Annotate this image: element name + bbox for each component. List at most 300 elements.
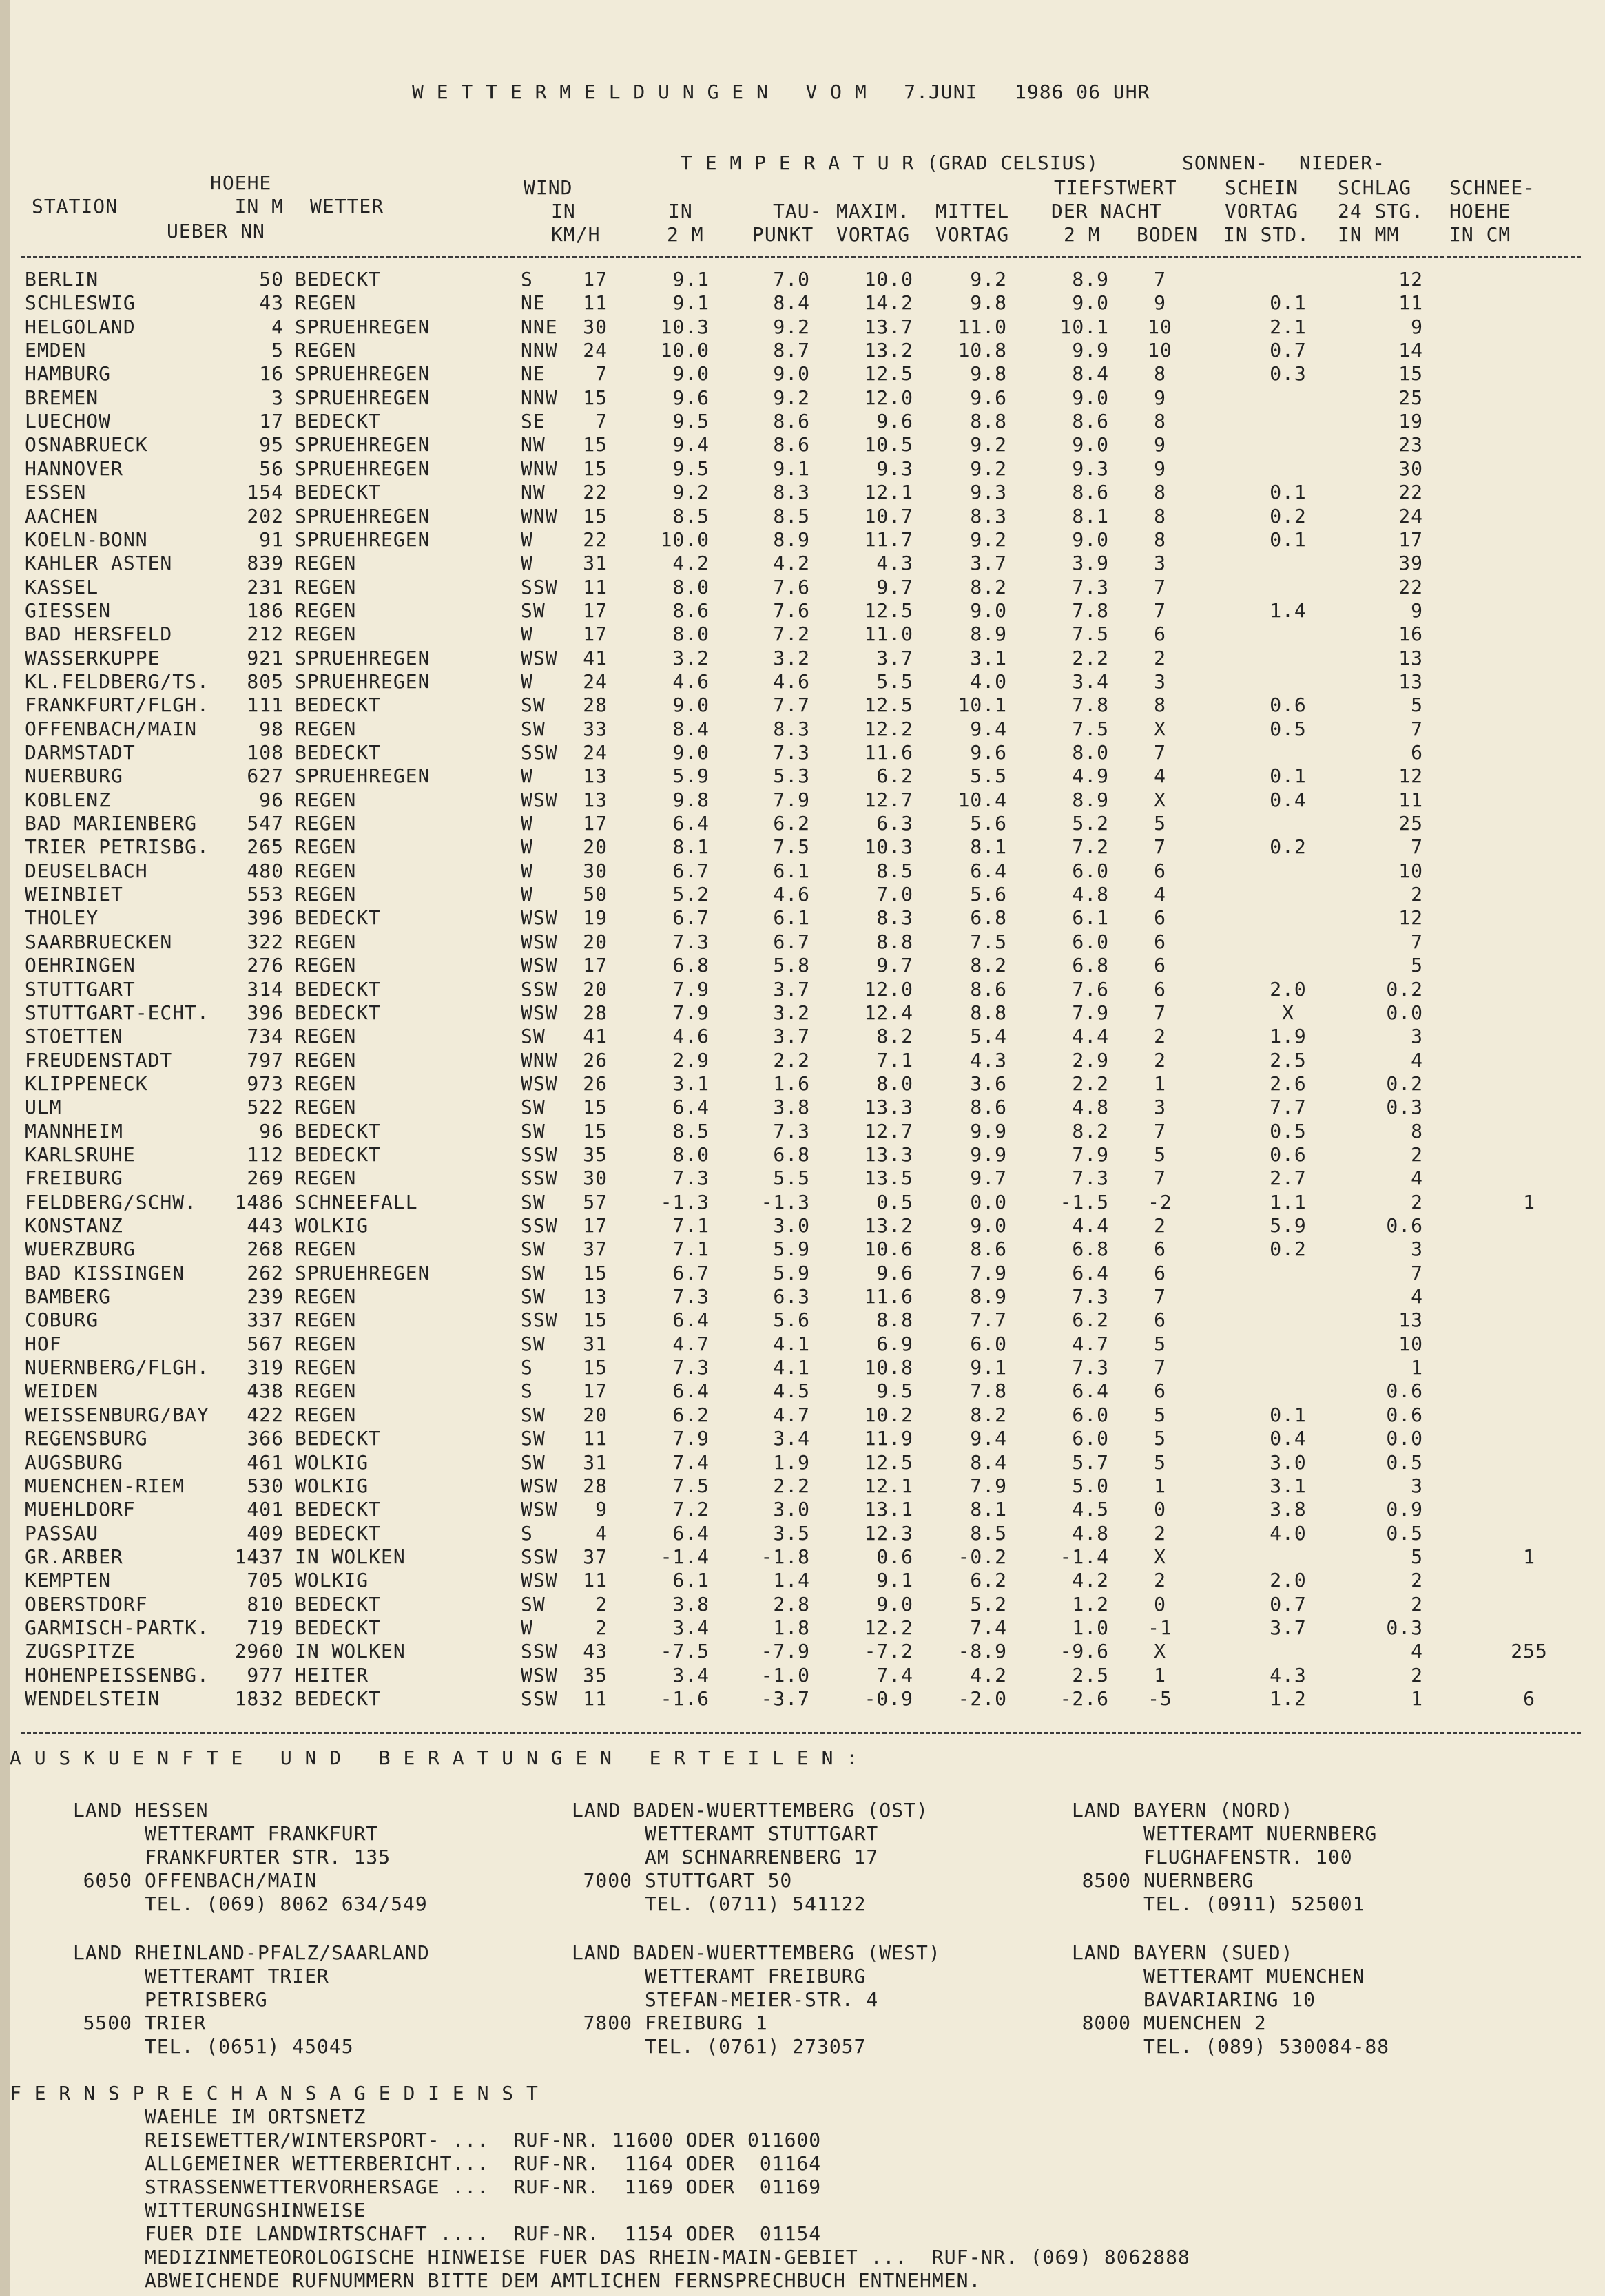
min-night-2m: 10.1 xyxy=(1059,315,1109,338)
dew-point: 6.8 xyxy=(773,1142,810,1166)
min-night-boden: 1 xyxy=(1154,1072,1166,1095)
wind-direction: NE xyxy=(521,362,546,386)
min-night-boden: 7 xyxy=(1154,741,1166,764)
temp-2m: -1.4 xyxy=(660,1545,710,1568)
wind-speed: 15 xyxy=(583,1119,608,1142)
station-name: MUENCHEN-RIEM xyxy=(25,1474,185,1497)
mittel-vortag: 8.2 xyxy=(970,954,1007,977)
mittel-vortag: 8.9 xyxy=(970,623,1007,646)
min-night-boden: 7 xyxy=(1154,268,1166,291)
min-night-boden: X xyxy=(1154,788,1166,811)
max-vortag: 13.1 xyxy=(864,1498,913,1521)
wind-direction: NE xyxy=(521,291,546,315)
precipitation: 23 xyxy=(1398,433,1423,457)
header-niederschlag: SCHLAG xyxy=(1338,176,1412,199)
wind-speed: 15 xyxy=(583,386,608,409)
temp-2m: 5.9 xyxy=(672,764,710,788)
min-night-2m: 4.8 xyxy=(1072,1521,1109,1545)
precipitation: 10 xyxy=(1398,1332,1423,1355)
station-name: TRIER PETRISBG. xyxy=(25,835,209,859)
sunshine: 0.4 xyxy=(1270,1427,1307,1450)
station-wetter: BEDECKT xyxy=(295,1142,382,1166)
temp-2m: 6.7 xyxy=(672,859,710,882)
wind-speed: 30 xyxy=(583,1167,608,1190)
mittel-vortag: 10.4 xyxy=(957,788,1007,811)
temp-2m: 9.8 xyxy=(672,788,710,811)
wind-direction: SSW xyxy=(521,1308,558,1332)
min-night-2m: 8.6 xyxy=(1072,410,1109,433)
dew-point: 5.5 xyxy=(773,1167,810,1190)
min-night-boden: 2 xyxy=(1154,1025,1166,1048)
wind-speed: 15 xyxy=(583,1096,608,1119)
sunshine: 0.4 xyxy=(1270,788,1307,811)
temp-2m: 3.1 xyxy=(672,1072,710,1095)
station-name: HAMBURG xyxy=(25,362,112,386)
station-wetter: REGEN xyxy=(295,552,357,575)
temp-2m: 8.5 xyxy=(672,504,710,528)
wind-speed: 15 xyxy=(583,1261,608,1284)
station-wetter: REGEN xyxy=(295,883,357,906)
min-night-boden: 3 xyxy=(1154,669,1166,693)
wind-direction: WSW xyxy=(521,1474,558,1497)
header-wind: WIND xyxy=(524,176,573,199)
wind-direction: S xyxy=(521,1521,533,1545)
wind-direction: W xyxy=(521,764,533,788)
wind-speed: 17 xyxy=(583,1214,608,1237)
station-wetter: BEDECKT xyxy=(295,1521,382,1545)
precipitation: 17 xyxy=(1398,528,1423,551)
phone-service-line: WITTERUNGSHINWEISE xyxy=(145,2199,366,2222)
mittel-vortag: 7.7 xyxy=(970,1308,1007,1332)
wind-speed: 9 xyxy=(595,1498,608,1521)
table-row xyxy=(0,1333,1605,1357)
max-vortag: 8.0 xyxy=(876,1072,913,1095)
mittel-vortag: -8.9 xyxy=(957,1640,1007,1663)
sunshine: 0.2 xyxy=(1270,835,1307,859)
sunshine: 0.1 xyxy=(1270,1403,1307,1426)
office-city: STUTTGART 50 xyxy=(645,1869,793,1892)
mittel-vortag: 11.0 xyxy=(957,315,1007,338)
table-row xyxy=(0,1664,1605,1688)
office-street: FRANKFURTER STR. 135 xyxy=(145,1846,391,1868)
max-vortag: 11.9 xyxy=(864,1427,913,1450)
station-hoehe: 98 xyxy=(259,717,284,740)
office-name: WETTERAMT FRANKFURT xyxy=(145,1822,379,1845)
mittel-vortag: 7.8 xyxy=(970,1379,1007,1403)
sunshine: 0.3 xyxy=(1270,362,1307,386)
mittel-vortag: 6.2 xyxy=(970,1569,1007,1592)
min-night-2m: 8.4 xyxy=(1072,362,1109,386)
header-sonnenschein: IN STD. xyxy=(1223,223,1310,246)
wind-speed: 22 xyxy=(583,481,608,504)
mittel-vortag: 8.6 xyxy=(970,977,1007,1001)
min-night-boden: 6 xyxy=(1154,1238,1166,1261)
max-vortag: 7.0 xyxy=(876,883,913,906)
min-night-2m: 9.0 xyxy=(1072,528,1109,551)
mittel-vortag: 5.4 xyxy=(970,1025,1007,1048)
table-row xyxy=(0,1050,1605,1073)
max-vortag: 12.2 xyxy=(864,717,913,740)
station-name: COBURG xyxy=(25,1308,99,1332)
station-name: BERLIN xyxy=(25,268,99,291)
dew-point: 2.2 xyxy=(773,1048,810,1072)
min-night-boden: 0 xyxy=(1154,1498,1166,1521)
temp-2m: 6.1 xyxy=(672,1569,710,1592)
mittel-vortag: 9.7 xyxy=(970,1167,1007,1190)
min-night-boden: 5 xyxy=(1154,1403,1166,1426)
office-phone: TEL. (069) 8062 634/549 xyxy=(145,1892,428,1915)
station-name: STOETTEN xyxy=(25,1025,123,1048)
station-wetter: BEDECKT xyxy=(295,1119,382,1142)
min-night-2m: 4.8 xyxy=(1072,1096,1109,1119)
precipitation: 9 xyxy=(1411,598,1423,622)
station-wetter: BEDECKT xyxy=(295,1592,382,1616)
station-wetter: BEDECKT xyxy=(295,1001,382,1024)
max-vortag: 12.7 xyxy=(864,1119,913,1142)
station-name: MANNHEIM xyxy=(25,1119,123,1142)
dew-point: 7.9 xyxy=(773,788,810,811)
mittel-vortag: 7.5 xyxy=(970,930,1007,953)
temp-2m: 8.4 xyxy=(672,717,710,740)
mittel-vortag: 9.2 xyxy=(970,528,1007,551)
station-hoehe: 43 xyxy=(259,291,284,315)
station-hoehe: 567 xyxy=(247,1332,284,1355)
min-night-2m: 8.9 xyxy=(1072,268,1109,291)
min-night-2m: 8.9 xyxy=(1072,788,1109,811)
station-wetter: REGEN xyxy=(295,1048,357,1072)
dew-point: 5.8 xyxy=(773,954,810,977)
wind-speed: 24 xyxy=(583,741,608,764)
min-night-2m: 4.4 xyxy=(1072,1025,1109,1048)
station-wetter: REGEN xyxy=(295,1167,357,1190)
snow-height: 6 xyxy=(1523,1687,1535,1710)
precipitation: 0.0 xyxy=(1386,1427,1423,1450)
precipitation: 11 xyxy=(1398,788,1423,811)
precipitation: 2 xyxy=(1411,1663,1423,1687)
wind-speed: 15 xyxy=(583,457,608,480)
dew-point: 8.6 xyxy=(773,410,810,433)
min-night-boden: 6 xyxy=(1154,1379,1166,1403)
station-wetter: BEDECKT xyxy=(295,268,382,291)
station-name: FRANKFURT/FLGH. xyxy=(25,693,209,717)
temp-2m: 9.6 xyxy=(672,386,710,409)
sunshine: 0.7 xyxy=(1270,1592,1307,1616)
temp-2m: 8.0 xyxy=(672,623,710,646)
wind-direction: WSW xyxy=(521,646,558,669)
wind-speed: 28 xyxy=(583,1474,608,1497)
max-vortag: 12.5 xyxy=(864,693,913,717)
wind-direction: SW xyxy=(521,598,546,622)
station-hoehe: 16 xyxy=(259,362,284,386)
min-night-boden: 1 xyxy=(1154,1474,1166,1497)
min-night-boden: 5 xyxy=(1154,1332,1166,1355)
station-wetter: REGEN xyxy=(295,788,357,811)
dew-point: 6.2 xyxy=(773,812,810,835)
wind-direction: WSW xyxy=(521,1072,558,1095)
office-name: WETTERAMT FREIBURG xyxy=(645,1965,867,1987)
sunshine: 0.2 xyxy=(1270,1238,1307,1261)
wind-speed: 11 xyxy=(583,291,608,315)
station-name: MUEHLDORF xyxy=(25,1498,136,1521)
temp-2m: 6.4 xyxy=(672,1096,710,1119)
sunshine: 1.1 xyxy=(1270,1190,1307,1213)
max-vortag: 4.3 xyxy=(876,552,913,575)
station-wetter: SPRUEHREGEN xyxy=(295,504,431,528)
min-night-boden: 3 xyxy=(1154,1096,1166,1119)
station-name: BAD HERSFELD xyxy=(25,623,173,646)
precipitation: 2 xyxy=(1411,1190,1423,1213)
min-night-2m: 6.0 xyxy=(1072,930,1109,953)
table-row xyxy=(0,1357,1605,1380)
station-name: GR.ARBER xyxy=(25,1545,123,1568)
mittel-vortag: 6.0 xyxy=(970,1332,1007,1355)
office-city: OFFENBACH/MAIN xyxy=(145,1869,318,1892)
dew-point: 8.5 xyxy=(773,504,810,528)
sunshine: 3.0 xyxy=(1270,1450,1307,1474)
min-night-2m: 3.9 xyxy=(1072,552,1109,575)
wind-direction: WSW xyxy=(521,1569,558,1592)
wind-direction: WNW xyxy=(521,457,558,480)
min-night-2m: 2.2 xyxy=(1072,646,1109,669)
office-city: NUERNBERG xyxy=(1143,1869,1254,1892)
wind-speed: 4 xyxy=(595,1521,608,1545)
table-row xyxy=(0,789,1605,813)
station-name: AACHEN xyxy=(25,504,99,528)
min-night-boden: 6 xyxy=(1154,906,1166,930)
wind-speed: 41 xyxy=(583,646,608,669)
temp-2m: 4.6 xyxy=(672,1025,710,1048)
precipitation: 0.6 xyxy=(1386,1379,1423,1403)
wind-direction: NW xyxy=(521,481,546,504)
station-name: HANNOVER xyxy=(25,457,123,480)
max-vortag: 11.6 xyxy=(864,1285,913,1308)
wind-direction: SE xyxy=(521,410,546,433)
mittel-vortag: 9.2 xyxy=(970,268,1007,291)
min-night-2m: 6.1 xyxy=(1072,906,1109,930)
temp-2m: 4.7 xyxy=(672,1332,710,1355)
temp-2m: -1.3 xyxy=(660,1190,710,1213)
header-mittel: MITTEL xyxy=(935,200,1010,222)
station-hoehe: 112 xyxy=(247,1142,284,1166)
station-hoehe: 396 xyxy=(247,1001,284,1024)
min-night-2m: 7.9 xyxy=(1072,1001,1109,1024)
table-row xyxy=(0,860,1605,884)
mittel-vortag: 9.0 xyxy=(970,598,1007,622)
table-row xyxy=(0,552,1605,576)
station-wetter: BEDECKT xyxy=(295,693,382,717)
table-row xyxy=(0,907,1605,930)
station-wetter: REGEN xyxy=(295,1025,357,1048)
wind-speed: 50 xyxy=(583,883,608,906)
wind-direction: SW xyxy=(521,1403,546,1426)
precipitation: 1 xyxy=(1411,1356,1423,1379)
station-wetter: REGEN xyxy=(295,1332,357,1355)
dew-point: 3.0 xyxy=(773,1498,810,1521)
table-row xyxy=(0,718,1605,742)
precipitation: 3 xyxy=(1411,1474,1423,1497)
max-vortag: 0.6 xyxy=(876,1545,913,1568)
precipitation: 4 xyxy=(1411,1640,1423,1663)
precipitation: 0.0 xyxy=(1386,1001,1423,1024)
wind-speed: 31 xyxy=(583,552,608,575)
wind-direction: W xyxy=(521,669,533,693)
divider xyxy=(21,256,1581,258)
station-wetter: REGEN xyxy=(295,1096,357,1119)
station-wetter: REGEN xyxy=(295,835,357,859)
min-night-2m: 8.1 xyxy=(1072,504,1109,528)
dew-point: 3.4 xyxy=(773,1427,810,1450)
min-night-2m: 1.2 xyxy=(1072,1592,1109,1616)
temp-2m: -7.5 xyxy=(660,1640,710,1663)
station-name: WEINBIET xyxy=(25,883,123,906)
mittel-vortag: 8.2 xyxy=(970,575,1007,598)
dew-point: 9.2 xyxy=(773,315,810,338)
temp-2m: 6.2 xyxy=(672,1403,710,1426)
max-vortag: 13.3 xyxy=(864,1142,913,1166)
header-sonnenschein: VORTAG xyxy=(1225,200,1299,222)
max-vortag: -7.2 xyxy=(864,1640,913,1663)
station-hoehe: 547 xyxy=(247,812,284,835)
temp-2m: 3.4 xyxy=(672,1616,710,1639)
precipitation: 7 xyxy=(1411,717,1423,740)
min-night-2m: 4.4 xyxy=(1072,1214,1109,1237)
mittel-vortag: -2.0 xyxy=(957,1687,1007,1710)
min-night-boden: 8 xyxy=(1154,693,1166,717)
station-name: ULM xyxy=(25,1096,62,1119)
station-hoehe: 401 xyxy=(247,1498,284,1521)
temp-2m: 6.4 xyxy=(672,1379,710,1403)
sunshine: 0.1 xyxy=(1270,481,1307,504)
station-hoehe: 805 xyxy=(247,669,284,693)
header-maxim: VORTAG xyxy=(836,223,911,246)
header-wind: IN xyxy=(551,200,576,222)
dew-point: 4.7 xyxy=(773,1403,810,1426)
mittel-vortag: 6.4 xyxy=(970,859,1007,882)
station-name: THOLEY xyxy=(25,906,99,930)
office-postcode: 7800 xyxy=(583,2012,632,2034)
min-night-boden: 9 xyxy=(1154,433,1166,457)
station-hoehe: 973 xyxy=(247,1072,284,1095)
header-mittel: VORTAG xyxy=(935,223,1010,246)
max-vortag: 13.2 xyxy=(864,1214,913,1237)
max-vortag: 10.8 xyxy=(864,1356,913,1379)
min-night-2m: 6.0 xyxy=(1072,859,1109,882)
mittel-vortag: 8.3 xyxy=(970,504,1007,528)
station-wetter: BEDECKT xyxy=(295,741,382,764)
dew-point: 4.1 xyxy=(773,1356,810,1379)
wind-direction: W xyxy=(521,1616,533,1639)
max-vortag: 12.5 xyxy=(864,362,913,386)
station-wetter: BEDECKT xyxy=(295,481,382,504)
station-hoehe: 17 xyxy=(259,410,284,433)
max-vortag: 12.5 xyxy=(864,598,913,622)
mittel-vortag: 7.9 xyxy=(970,1261,1007,1284)
precipitation: 2 xyxy=(1411,1569,1423,1592)
table-row xyxy=(0,1144,1605,1167)
min-night-boden: -2 xyxy=(1148,1190,1172,1213)
dew-point: 8.3 xyxy=(773,717,810,740)
temp-2m: 7.3 xyxy=(672,1356,710,1379)
station-wetter: REGEN xyxy=(295,598,357,622)
min-night-boden: 8 xyxy=(1154,410,1166,433)
min-night-boden: 2 xyxy=(1154,1214,1166,1237)
wind-speed: 2 xyxy=(595,1616,608,1639)
min-night-boden: 9 xyxy=(1154,291,1166,315)
header-in-2m: IN xyxy=(668,200,693,222)
station-name: PASSAU xyxy=(25,1521,99,1545)
table-row xyxy=(0,1594,1605,1617)
min-night-boden: 3 xyxy=(1154,552,1166,575)
precipitation: 30 xyxy=(1398,457,1423,480)
precipitation: 4 xyxy=(1411,1167,1423,1190)
station-name: WASSERKUPPE xyxy=(25,646,160,669)
table-row xyxy=(0,1404,1605,1428)
precipitation: 11 xyxy=(1398,291,1423,315)
table-row xyxy=(0,1569,1605,1593)
sunshine: 0.1 xyxy=(1270,291,1307,315)
temp-2m: 6.7 xyxy=(672,1261,710,1284)
wind-direction: WSW xyxy=(521,954,558,977)
temp-2m: 9.5 xyxy=(672,410,710,433)
precipitation: 13 xyxy=(1398,669,1423,693)
station-hoehe: 337 xyxy=(247,1308,284,1332)
table-row xyxy=(0,1286,1605,1309)
wind-direction: W xyxy=(521,528,533,551)
office-phone: TEL. (089) 530084-88 xyxy=(1143,2035,1390,2058)
sunshine: X xyxy=(1282,1001,1294,1024)
max-vortag: 6.9 xyxy=(876,1332,913,1355)
wind-direction: SSW xyxy=(521,1167,558,1190)
dew-point: 8.7 xyxy=(773,339,810,362)
precipitation: 0.3 xyxy=(1386,1096,1423,1119)
dew-point: 3.7 xyxy=(773,1025,810,1048)
table-row xyxy=(0,340,1605,363)
precipitation: 0.5 xyxy=(1386,1521,1423,1545)
precipitation: 2 xyxy=(1411,883,1423,906)
min-night-2m: 9.0 xyxy=(1072,291,1109,315)
precipitation: 0.9 xyxy=(1386,1498,1423,1521)
dew-point: 1.4 xyxy=(773,1569,810,1592)
wind-direction: WSW xyxy=(521,906,558,930)
min-night-boden: 7 xyxy=(1154,575,1166,598)
temp-2m: 7.9 xyxy=(672,1427,710,1450)
station-hoehe: 268 xyxy=(247,1238,284,1261)
precipitation: 13 xyxy=(1398,646,1423,669)
precipitation: 14 xyxy=(1398,339,1423,362)
min-night-2m: 9.0 xyxy=(1072,433,1109,457)
min-night-boden: 2 xyxy=(1154,1048,1166,1072)
temp-2m: 6.4 xyxy=(672,1308,710,1332)
header-tiefstwert: DER NACHT xyxy=(1051,200,1162,222)
table-row xyxy=(0,576,1605,600)
max-vortag: 12.2 xyxy=(864,1616,913,1639)
dew-point: 7.3 xyxy=(773,1119,810,1142)
header-niederschlag: 24 STG. xyxy=(1338,200,1425,222)
station-name: NUERNBERG/FLGH. xyxy=(25,1356,209,1379)
station-hoehe: 2960 xyxy=(234,1640,284,1663)
max-vortag: 8.8 xyxy=(876,1308,913,1332)
table-row xyxy=(0,1428,1605,1451)
station-wetter: BEDECKT xyxy=(295,1498,382,1521)
max-vortag: 7.4 xyxy=(876,1663,913,1687)
table-row xyxy=(0,1073,1605,1096)
wind-direction: WSW xyxy=(521,788,558,811)
min-night-boden: 5 xyxy=(1154,1450,1166,1474)
station-hoehe: 96 xyxy=(259,788,284,811)
min-night-boden: 6 xyxy=(1154,954,1166,977)
wind-speed: 15 xyxy=(583,1356,608,1379)
max-vortag: 13.5 xyxy=(864,1167,913,1190)
